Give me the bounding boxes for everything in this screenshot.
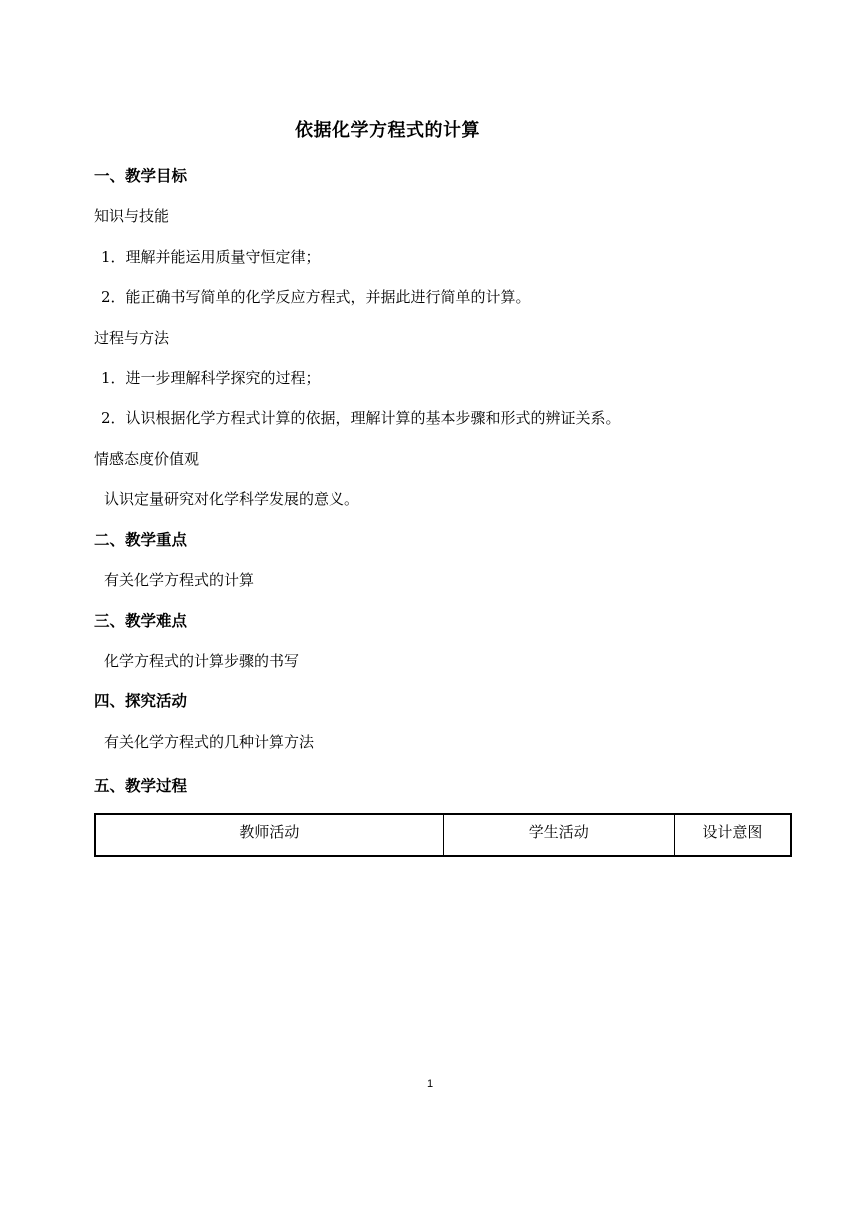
teaching-process-table	[94, 813, 792, 857]
subheading-knowledge-skills: 知识与技能	[94, 207, 170, 225]
subheading-process-methods: 过程与方法	[94, 329, 170, 347]
process-item-2: 2．认识根据化学方程式计算的依据，理解计算的基本步骤和形式的辨证关系。	[101, 409, 621, 427]
section-heading-activities: 四、探究活动	[94, 692, 188, 710]
emotion-text: 认识定量研究对化学科学发展的意义。	[104, 490, 360, 508]
page-number: 1	[426, 1078, 434, 1090]
subheading-emotion-values: 情感态度价值观	[94, 450, 200, 468]
section-heading-objectives: 一、教学目标	[94, 167, 188, 185]
table-header-teacher-activity: 教师活动	[95, 814, 443, 856]
table-header-row	[95, 814, 791, 856]
table-header-student-activity: 学生活动	[443, 814, 674, 856]
table-header-design-intent: 设计意图	[674, 814, 791, 856]
section-heading-key-points: 二、教学重点	[94, 531, 188, 549]
key-points-text: 有关化学方程式的计算	[104, 571, 255, 589]
section-heading-teaching-process: 五、教学过程	[94, 777, 188, 795]
process-item-1: 1．进一步理解科学探究的过程；	[101, 369, 321, 387]
section-heading-difficulties: 三、教学难点	[94, 612, 188, 630]
knowledge-item-2: 2．能正确书写简单的化学反应方程式，并据此进行简单的计算。	[101, 288, 531, 306]
difficulties-text: 化学方程式的计算步骤的书写	[104, 652, 300, 670]
knowledge-item-1: 1．理解并能运用质量守恒定律；	[101, 248, 321, 266]
activities-text: 有关化学方程式的几种计算方法	[104, 733, 315, 751]
document-title: 依据化学方程式的计算	[295, 120, 480, 141]
